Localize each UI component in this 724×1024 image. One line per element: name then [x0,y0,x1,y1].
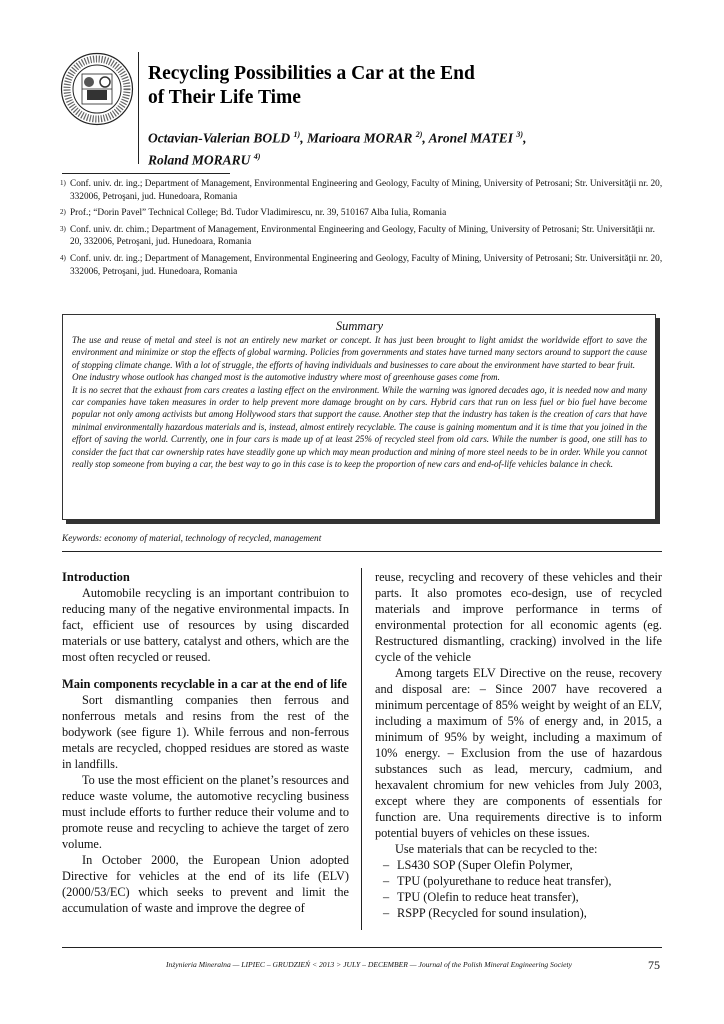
author-mark: 2) [415,130,423,139]
author-name: Aronel MATEI [428,130,514,146]
section-heading-main-components: Main components recyclable in a car at the end of life [62,677,347,691]
author-sep: , [523,130,527,146]
summary-paragraph: The use and reuse of metal and steel is not an entirely new market or concept. It has just been brought to light amidst the worldwide effort to save the environment and minimize or stop the effects of global warming. Policies from governments and states have turned many sectors around to support the cause of stopping climate change. With a lot of struggle, the efforts of having individuals and businesses to care about the environment have started to bear fruit. [72,335,647,370]
title-divider [138,52,139,164]
footnote [60,253,664,278]
footnote-number: 2) [60,208,66,217]
author-name: Marioara MORAR [306,130,413,146]
summary-paragraph: One industry whose outlook has changed most is the automotive industry where most of greenhouse gases come from. [72,372,500,383]
footnote-number: 3) [60,224,66,233]
paper-title [148,62,668,110]
list-item: – LS430 SOP (Super Olefin Polymer, [383,857,662,873]
body-paragraph: In October 2000, the European Union adopted Directive for vehicles at the end of its life (ELV) (2000/53/EC) which seeks to prevent and limit the accumulation of waste and improve the degree of [62,853,349,915]
body-paragraph: Sort dismantling companies then ferrous and nonferrous metals and resins from the rest of the bodywork (see figure 1). While ferrous and non-ferrous metals are recycled, chopped residues are stored as waste in landfills. [62,693,349,771]
section-heading-introduction: Introduction [62,570,130,584]
author-sep: , [300,130,307,146]
footnote [60,178,664,203]
keywords: Keywords: economy of material, technology of recycled, management [62,534,322,544]
footnote-text: Conf. univ. dr. ing.; Department of Management, Environmental Engineering and Geology, Faculty of Mining, University of Petrosani; Str. Universităţii nr. 20, 332006, Petroşani, jud. Hunedoara, Romania [70,253,663,277]
left-column [62,569,349,916]
author-sep: , [422,130,429,146]
author-mark: 4) [253,151,261,161]
affiliation-footnotes [60,178,664,282]
polish-mineral-engineering-society-logo-icon [60,52,134,126]
body-paragraph: Use materials that can be recycled to the: [395,842,598,856]
footnote [60,207,664,220]
footnote-text: Prof.; “Dorin Pavel” Technical College; Bd. Tudor Vladimirescu, nr. 39, 510167 Alba Iulia, Romania [70,208,447,219]
materials-list [375,857,662,921]
footnote-number: 1) [60,179,66,187]
list-item: – TPU (polyurethane to reduce heat transfer), [383,873,662,889]
author-list [148,126,668,169]
body-paragraph: reuse, recycling and recovery of these vehicles and their parts. It also promotes eco-design, use of recycled materials and improve performance in terms of environmental protection for all economic agents (eg. Restructured dismantling, cracking) involved in the life cycle of the vehicle [375,570,662,664]
body-paragraph: Among targets ELV Directive on the reuse, recovery and disposal are: – Since 2007 have recovered a minimum percentage of 85% weight by weight of an ELV, including a maximum of 5% of energy and, in 2015, a minimum of 95% by weight, including a maximum of 10% energy. – Exclusion from the use of hazardous substances such as lead, mercury, cadmium, and hexavalent chromium for new vehicles from July 2003, except where they are components of essentials for function are. Una requirements directive is to inform potential buyers of vehicles on these issues. [375,666,662,840]
body-paragraph: To use the most efficient on the planet’s resources and reduce waste volume, the automotive recycling business must include efforts to further reduce their volume and to promote reuse and recycling to achieve the target of zero volume. [62,773,349,851]
body-paragraph: Automobile recycling is an important contribuion to reducing many of the negative environmental impacts. In fact, efficient use of resources by using discarded materials or use battery, catalyst and others, which are the most often recycled or reused. [62,586,349,664]
title-line-2: of Their Life Time [148,87,301,108]
page-number: 75 [648,958,660,972]
author-name: Octavian-Valerian BOLD [148,130,291,146]
footnote-text: Conf. univ. dr. chim.; Department of Management, Environmental Engineering and Geology, Faculty of Mining, University of Petrosani; Str. Universităţii nr. 20, 332006, Petroşani, jud. Hunedoara, Romania [70,224,655,248]
list-item: – RSPP (Recycled for sound insulation), [383,905,662,921]
footnote-text: Conf. univ. dr. ing.; Department of Management, Environmental Engineering and Geology, Faculty of Mining, University of Petrosani; Str. Universităţii nr. 20, 332006, Petroşani, jud. Hunedoara, Romania [70,179,663,202]
footnote [60,224,664,249]
journal-footer: Inżynieria Mineralna — LIPIEC – GRUDZIEŃ < 2013 > JULY – DECEMBER — Journal of the Polish Mineral Engineering Society [166,960,572,969]
summary-heading: Summary [335,319,384,333]
column-divider [361,568,362,930]
footnote-rule [62,173,230,174]
list-item: – TPU (Olefin to reduce heat transfer), [383,889,662,905]
title-line-1: Recycling Possibilities a Car at the End [148,63,475,84]
author-mark: 3) [516,130,524,139]
author-name: Roland MORARU [148,152,251,167]
footnote-number: 4) [60,253,66,262]
author-mark: 1) [293,130,301,139]
summary-box [62,314,656,520]
section-rule [62,551,662,552]
right-column [375,569,662,921]
summary-paragraph: It is no secret that the exhaust from cars creates a lasting effect on the environment. While the warning was ignored decades ago, it is needed now and many car companies have taken measures in order to help prevent more damage brought on by cars. Hybrid cars that run on less fuel or bio fuel have become popular not only among activists but among Hollywood stars that support the cause. Another step that the industry has taken is the creation of cars that have minimal environmentally hazardous materials and is, instead, almost entirely recyclable. The cause is gaining momentum and it is time that you joined in the effort of saving the world. Currently, one in four cars is made up of at least 25% of recycled steel from old cars. While the number is good, one still has to consider the fact that car ownership rates have steadily gone up which may mean production and mining of more steel needs to be in order. While you cannot really stop someone from buying a car, the best way to go in this case is to keep the proportion of new cars and end-of-life vehicles balance in check. [72,384,647,470]
footer-rule [62,947,662,948]
